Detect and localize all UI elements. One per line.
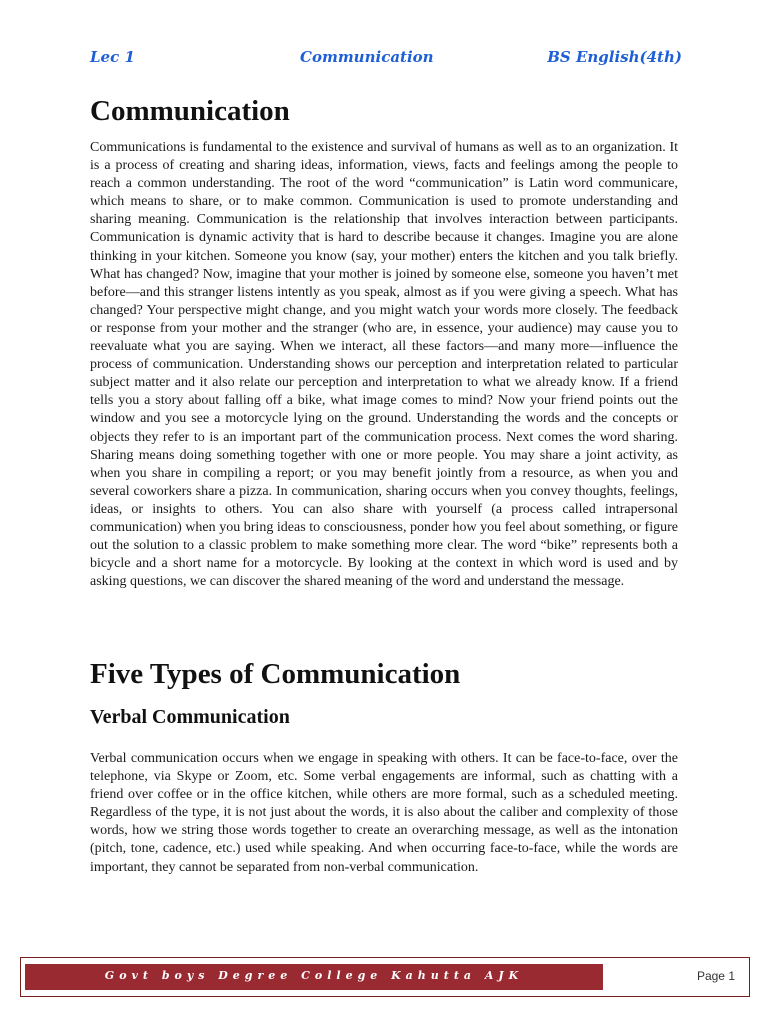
section-title-communication: Communication xyxy=(90,95,290,127)
footer-college-name: Govt boys Degree College Kahutta AJK xyxy=(104,969,524,982)
page-number: Page 1 xyxy=(696,969,735,983)
subsection-title-verbal: Verbal Communication xyxy=(90,706,290,728)
section-title-five-types: Five Types of Communication xyxy=(90,658,461,690)
footer-banner xyxy=(25,964,603,990)
page-footer xyxy=(20,957,750,997)
header-lecture: Lec 1 xyxy=(90,48,135,66)
header-course: BS English(4th) xyxy=(547,48,682,66)
page-header xyxy=(90,48,682,70)
body-paragraph-verbal: Verbal communication occurs when we engage in speaking with others. It can be face-to-face, over the telephone, via Skype or Zoom, etc. Some verbal engagements are informal, such as chatting with a friend over coffee or in the office kitchen, while others are more formal, such as a scheduled meeting. Regardless of the type, it is not just about the words, it is also about the caliber and complexity of those words, how we string those words together to create an overarching message, as well as the intonation (pitch, tone, cadence, etc.) used while speaking. And when occurring face-to-face, while the words are important, they cannot be separated from non-verbal communication. xyxy=(90,751,678,875)
header-topic: Communication xyxy=(300,48,434,66)
body-paragraph-communication: Communications is fundamental to the existence and survival of humans as well as to an organization. It is a process of creating and sharing ideas, information, views, facts and feelings among the people to reach a common understanding. The root of the word “communication” is Latin word communicare, which means to share, or to make common. Communication is used to promote understanding and sharing meaning. Communication is the relationship that involves interaction between participants. Communication is dynamic activity that is hard to describe because it changes. Imagine you are alone thinking in your kitchen. Someone you know (say, your mother) enters the kitchen and you talk briefly. What has changed? Now, imagine that your mother is joined by someone else, someone you haven’t met before—and this stranger listens intently as you speak, almost as if you were giving a speech. What has changed? Your perspective might change, and you might watch your words more closely. The feedback or response from your mother and the stranger (who are, in essence, your audience) may cause you to reevaluate what you are saying. When we interact, all these factors—and many more—influence the process of communication. Understanding shows our perception and interpretation related to particular subject matter and it also relate our perception and interpretation to what we already know. If a friend tells you a story about falling off a bike, what image comes to mind? Now your friend points out the window and you see a motorcycle lying on the ground. Understanding the words and the concepts or objects they refer to is an important part of the communication process. Next comes the word sharing. Sharing means doing something together with one or more people. You may share a joint activity, as when you share in compiling a report; or you may benefit jointly from a resource, as when you and several coworkers share a pizza. In communication, sharing occurs when you convey thoughts, feelings, ideas, or insights to others. You can also share with yourself (a process called intrapersonal communication) when you bring ideas to consciousness, ponder how you feel about something, or figure out the solution to a classic problem to make something more clear. The word “bike” represents both a bicycle and a short name for a motorcycle. By looking at the context in which word is used and by asking questions, we can discover the shared meaning of the word and understand the message. xyxy=(90,140,678,590)
